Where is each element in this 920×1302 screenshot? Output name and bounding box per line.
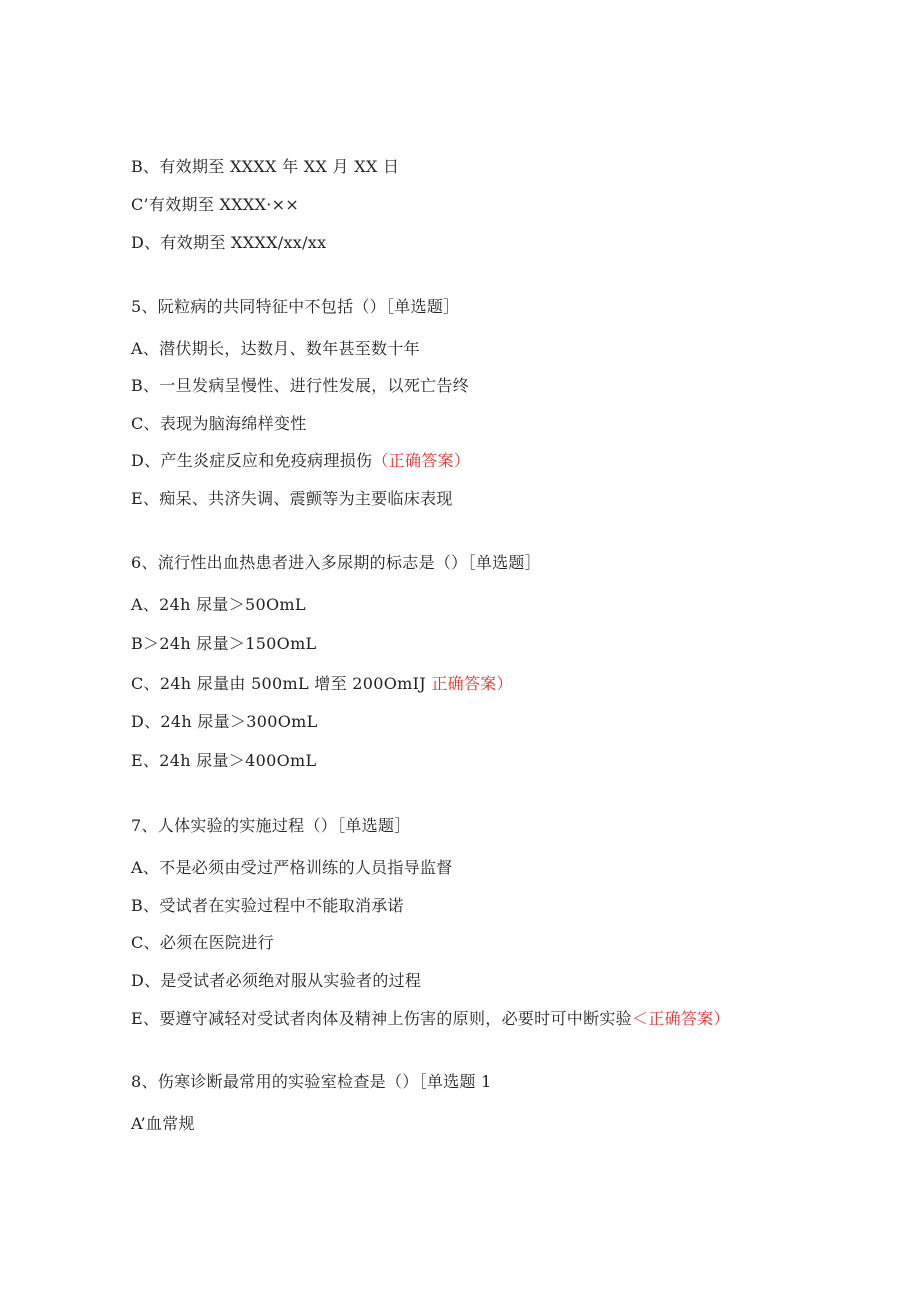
correct-answer-mark: ＜正确答案）	[631, 1009, 730, 1028]
option-line	[131, 339, 420, 359]
line-text: A、不是必须由受过严格训练的人员指导监督	[131, 858, 453, 877]
correct-answer-mark: 正确答案）	[431, 674, 513, 693]
line-text: B、一旦发病呈慢性、进行性发展，以死亡告终	[131, 376, 470, 395]
option-line	[131, 376, 469, 396]
option-line	[131, 634, 316, 654]
option-line	[131, 1114, 195, 1134]
line-text: A、潜伏期长，达数月、数年甚至数十年	[131, 339, 420, 358]
option-line	[131, 157, 399, 177]
option-line	[131, 451, 470, 471]
question-text: 8、伤寒诊断最常用的实验室检查是（）［单选题 1	[131, 1072, 492, 1091]
line-text: E、24h 尿量＞400OmL	[131, 751, 317, 770]
line-text: C’有效期至 XXXX·××	[131, 195, 300, 214]
correct-answer-mark: （正确答案）	[372, 451, 471, 470]
question-line	[131, 297, 459, 317]
option-line	[131, 751, 316, 771]
option-line	[131, 971, 421, 991]
line-text: C、必须在医院进行	[131, 933, 274, 952]
line-text: B、有效期至 XXXX 年 XX 月 XX 日	[131, 157, 400, 176]
option-line	[131, 595, 306, 615]
option-line	[131, 933, 274, 953]
option-line	[131, 195, 299, 215]
line-text: D、是受试者必须绝对服从实验者的过程	[131, 971, 422, 990]
line-text: B、受试者在实验过程中不能取消承诺	[131, 896, 404, 915]
line-text: E、要遵守减轻对受试者肉体及精神上伤害的原则，必要时可中断实验	[131, 1009, 632, 1028]
option-line	[131, 674, 513, 694]
line-text: E、痴呆、共济失调、震颤等为主要临床表现	[131, 489, 453, 508]
option-line	[131, 896, 404, 916]
option-line	[131, 858, 453, 878]
option-line	[131, 1009, 730, 1029]
line-text: D、24h 尿量＞300OmL	[131, 712, 318, 731]
question-text: 5、阮粒病的共同特征中不包括（）［单选题］	[131, 297, 460, 316]
line-text: C、表现为脑海绵样变性	[131, 414, 307, 433]
option-line	[131, 489, 453, 509]
option-line	[131, 233, 326, 253]
line-text: C、24h 尿量由 500mL 增至 200OmIJ	[131, 674, 432, 693]
question-text: 6、流行性出血热患者进入多尿期的标志是（）［单选题］	[131, 553, 541, 572]
question-line	[131, 816, 411, 836]
line-text: A’血常规	[131, 1114, 195, 1133]
line-text: D、有效期至 XXXX/xx/xx	[131, 233, 327, 252]
option-line	[131, 414, 307, 434]
line-text: A、24h 尿量＞50OmL	[131, 595, 306, 614]
line-text: B＞24h 尿量＞150OmL	[131, 634, 317, 653]
option-line	[131, 712, 318, 732]
question-line	[131, 1072, 492, 1092]
question-line	[131, 553, 541, 573]
line-text: D、产生炎症反应和免疫病理损伤	[131, 451, 373, 470]
question-text: 7、人体实验的实施过程（）［单选题］	[131, 816, 411, 835]
